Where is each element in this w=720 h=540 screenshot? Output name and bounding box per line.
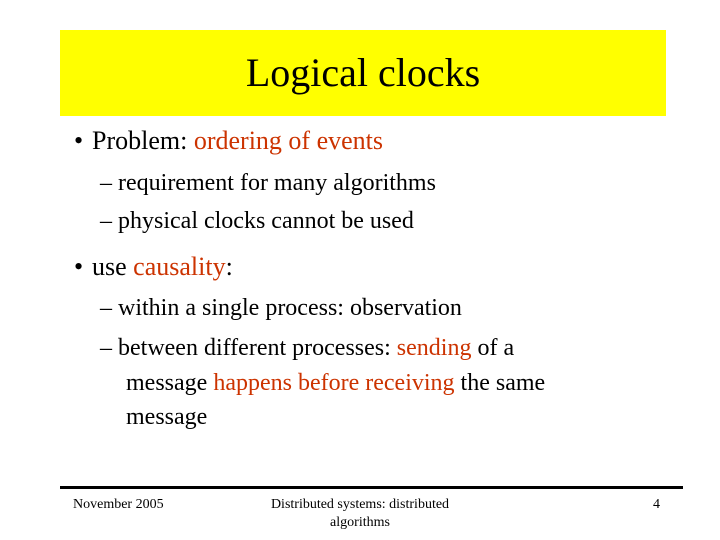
sub-text: within a single process: observation: [118, 295, 462, 321]
page-number: 4: [653, 497, 660, 512]
sub-item: [100, 171, 436, 195]
bullet-prefix: use: [92, 252, 134, 281]
footer-date: November 2005: [73, 497, 164, 512]
sub-item: [100, 209, 414, 233]
sub-highlight: happens before: [213, 370, 360, 396]
footer-course-line: Distributed systems: distributed: [270, 497, 450, 512]
footer-divider: [60, 486, 683, 489]
bullet-highlight: causality: [133, 252, 226, 281]
sub-dash: –: [100, 208, 112, 234]
sub-dash: –: [100, 295, 112, 321]
sub-text: the same: [454, 370, 546, 396]
sub-text: message: [126, 404, 208, 430]
sub-item: [100, 336, 514, 360]
sub-text: between different processes:: [118, 335, 397, 361]
footer-course-line: algorithms: [330, 515, 390, 531]
sub-dash: –: [100, 335, 112, 361]
bullet-suffix: :: [225, 252, 233, 281]
slide-title: Logical clocks: [245, 50, 481, 95]
sub-text: message: [126, 370, 214, 396]
sub-text: physical clocks cannot be used: [118, 208, 414, 234]
sub-item-continued: [126, 371, 545, 395]
bullet-highlight: ordering of events: [193, 126, 384, 155]
bullet-prefix: Problem:: [92, 126, 194, 155]
sub-text: requirement for many algorithms: [118, 170, 436, 196]
bullet-problem: [74, 128, 383, 154]
sub-highlight: receiving: [365, 370, 455, 396]
sub-dash: –: [100, 170, 112, 196]
title-banner: [60, 30, 666, 116]
bullet-marker: •: [74, 252, 84, 281]
bullet-marker: •: [74, 126, 84, 155]
footer-course: [270, 496, 450, 532]
bullet-causality: [74, 254, 233, 280]
sub-text: of a: [471, 335, 515, 361]
sub-item-continued: [126, 405, 207, 429]
sub-highlight: sending: [396, 335, 472, 361]
sub-item: [100, 296, 462, 320]
